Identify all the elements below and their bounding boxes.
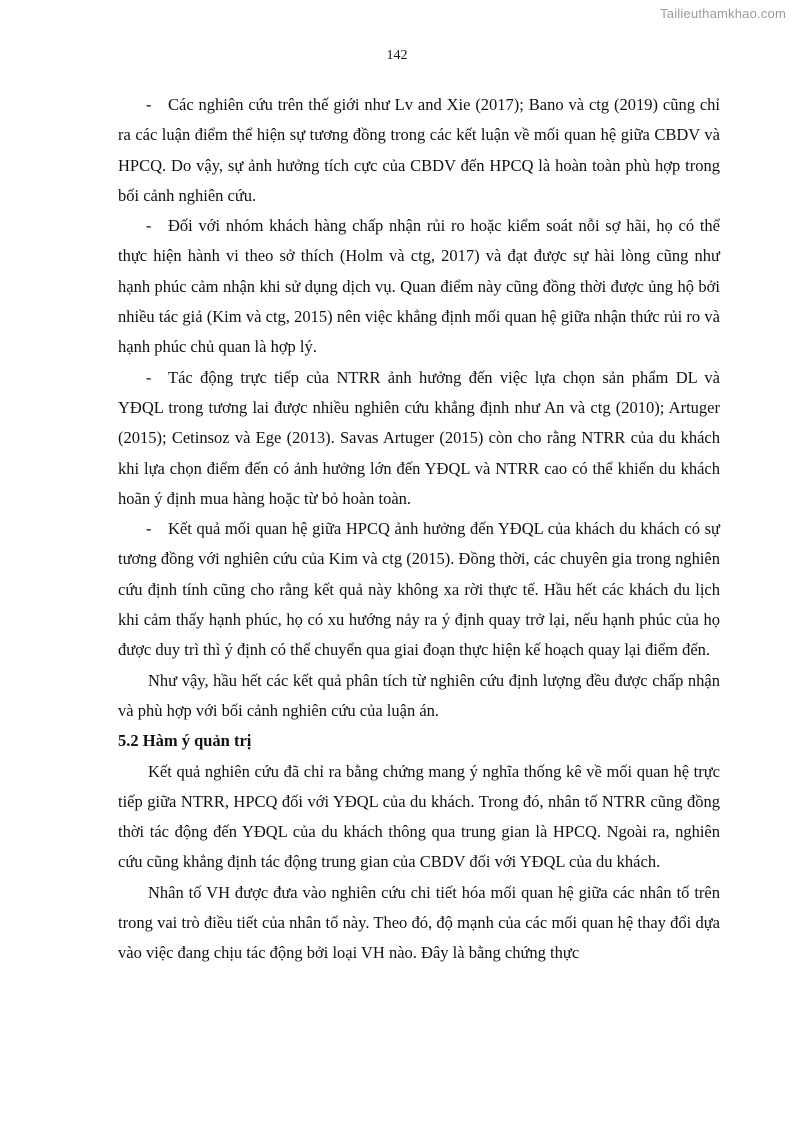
- bullet-text: Đối với nhóm khách hàng chấp nhận rủi ro hoặc kiểm soát nỗi sợ hãi, họ có thể thực hiện hành vi theo sở thích (Holm và ctg, 2017) và đạt được sự hài lòng cũng như hạnh phúc cảm nhận khi sử dụng dịch vụ. Quan điểm này cũng đồng thời được ủng hộ bởi nhiều tác giả (Kim và ctg, 2015) nên việc khẳng định mối quan hệ giữa nhận thức rủi ro và hạnh phúc chủ quan là hợp lý.: [118, 216, 720, 357]
- bullet-marker: -: [146, 519, 152, 539]
- bullet-paragraph: [118, 363, 720, 514]
- bullet-marker: -: [146, 95, 152, 114]
- bullet-marker: -: [146, 367, 152, 387]
- bullet-paragraph: [118, 211, 720, 362]
- bullet-paragraph: [118, 90, 720, 211]
- section-heading: 5.2 Hàm ý quản trị: [118, 731, 252, 751]
- document-body: [118, 90, 720, 969]
- bullet-text: Các nghiên cứu trên thế giới như Lv and Xie (2017); Bano và ctg (2019) cũng chỉ ra các luận điểm thể hiện sự tương đồng trong các kết luận về mối quan hệ giữa CBDV và HPCQ. Do vậy, sự ảnh hưởng tích cực của CBDV đến HPCQ là hoàn toàn phù hợp trong bối cảnh nghiên cứu.: [118, 95, 720, 205]
- bullet-text: Tác động trực tiếp của NTRR ảnh hưởng đến việc lựa chọn sản phẩm DL và YĐQL trong tương lai được nhiều nghiên cứu khẳng định như An và ctg (2010); Artuger (2015); Cetinsoz và Ege (2013). Savas Artuger (2015) còn cho rằng NTRR của du khách khi lựa chọn điểm đến có ảnh hưởng lớn đến YĐQL và NTRR cao có thể khiến du khách hoãn ý định mua hàng hoặc từ bỏ hoàn toàn.: [118, 367, 720, 508]
- bullet-text: Kết quả mối quan hệ giữa HPCQ ảnh hưởng đến YĐQL của khách du khách có sự tương đồng với nghiên cứu của Kim và ctg (2015). Đồng thời, các chuyên gia trong nghiên cứu định tính cũng cho rằng kết quả này không xa rời thực tế. Hầu hết các khách du lịch khi cảm thấy hạnh phúc, họ có xu hướng nảy ra ý định quay trở lại, nếu hạnh phúc của họ được duy trì thì ý định có thể chuyển qua giai đoạn thực hiện kế hoạch quay lại điểm đến.: [118, 519, 720, 660]
- bullet-marker: -: [146, 216, 152, 236]
- summary-paragraph: Như vậy, hầu hết các kết quả phân tích từ nghiên cứu định lượng đều được chấp nhận và phù hợp với bối cảnh nghiên cứu của luận án.: [118, 670, 720, 720]
- page-number: 142: [386, 48, 408, 63]
- section-paragraph: Nhân tố VH được đưa vào nghiên cứu chi tiết hóa mối quan hệ giữa các nhân tố trên trong vai trò điều tiết của nhân tố này. Theo đó, độ mạnh của các mối quan hệ thay đổi dựa vào việc đang chịu tác động bởi loại VH nào. Đây là bằng chứng thực: [118, 882, 720, 963]
- section-paragraph: Kết quả nghiên cứu đã chỉ ra bằng chứng mang ý nghĩa thống kê về mối quan hệ trực tiếp giữa NTRR, HPCQ đối với YĐQL của du khách. Trong đó, nhân tố NTRR cũng đồng thời tác động đến YĐQL của du khách thông qua trung gian là HPCQ. Ngoài ra, nghiên cứu cũng khẳng định tác động trung gian của CBDV đối với YĐQL của du khách.: [118, 761, 720, 872]
- bullet-paragraph: [118, 514, 720, 665]
- watermark: Tailieuthamkhao.com: [660, 6, 786, 21]
